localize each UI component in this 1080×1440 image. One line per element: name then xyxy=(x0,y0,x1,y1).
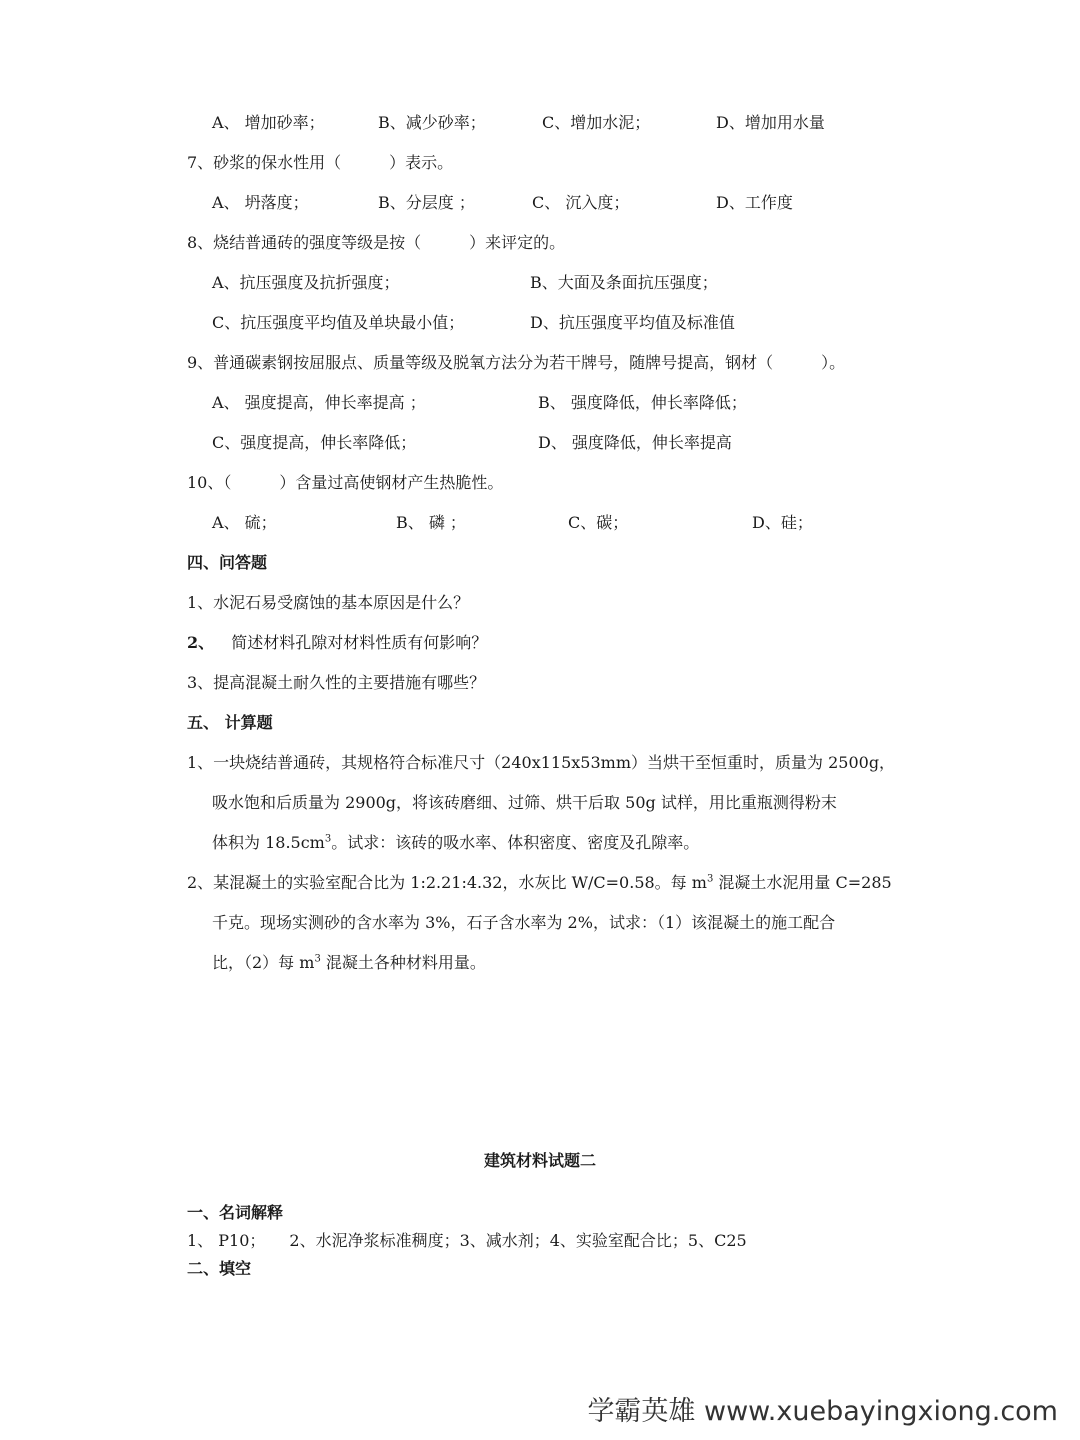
q7-stem: 7、砂浆的保水性用（ ）表示。 xyxy=(187,153,454,172)
text-segment: 体积为 18.5cm xyxy=(212,833,325,852)
q7-option-a: A、 坍落度； xyxy=(212,193,309,212)
q9-option-d: D、 强度降低，伸长率提高 xyxy=(538,433,732,452)
q7-option-b: B、分层度 ； xyxy=(378,193,475,212)
q9-option-a: A、 强度提高，伸长率提高 ； xyxy=(212,393,426,412)
superscript: 3 xyxy=(314,953,321,965)
section5-heading: 五、 计算题 xyxy=(187,713,273,732)
section4-question-2 xyxy=(187,631,487,655)
problem-2-line-3 xyxy=(212,951,486,975)
q10-option-c: C、碳； xyxy=(568,513,629,532)
watermark: 学霸英雄 www.xuebayingxiong.com xyxy=(587,1396,1058,1427)
problem-2-line-2: 千克。现场实测砂的含水率为 3%，石子含水率为 2%，试求：（1）该混凝土的施工配合 xyxy=(212,913,836,932)
q10-option-b: B、 磷 ； xyxy=(396,513,466,532)
q9-option-c: C、强度提高，伸长率降低； xyxy=(212,433,417,452)
section4-heading: 四、问答题 xyxy=(187,553,268,572)
q7-option-d: D、工作度 xyxy=(716,193,793,212)
text-segment: 。试求：该砖的吸水率、体积密度、密度及孔隙率。 xyxy=(331,833,700,852)
q8-option-c: C、抗压强度平均值及单块最小值； xyxy=(212,313,465,332)
q6-option-d: D、增加用水量 xyxy=(716,113,825,132)
text-segment: 混凝土水泥用量 C=285 xyxy=(713,873,892,892)
q8-stem: 8、烧结普通砖的强度等级是按（ ）来评定的。 xyxy=(187,233,566,252)
text-segment: 比，（2）每 m xyxy=(212,953,315,972)
question-text: 简述材料孔隙对材料性质有何影响？ xyxy=(231,633,488,652)
text-segment: 混凝土各种材料用量。 xyxy=(320,953,486,972)
problem-2-line-1 xyxy=(187,871,892,895)
q9-stem: 9、普通碳素钢按屈服点、质量等级及脱氧方法分为若干牌号，随牌号提高，钢材（ ）。 xyxy=(187,353,846,372)
q6-option-b: B、减少砂率； xyxy=(378,113,486,132)
question-number: 2、 xyxy=(187,633,215,652)
q9-option-b: B、 强度降低，伸长率降低； xyxy=(538,393,747,412)
section4-question-3: 3、提高混凝土耐久性的主要措施有哪些？ xyxy=(187,673,486,692)
q6-option-a: A、 增加砂率； xyxy=(212,113,325,132)
q8-option-b: B、大面及条面抗压强度； xyxy=(530,273,718,292)
q8-option-a: A、抗压强度及抗折强度； xyxy=(212,273,400,292)
section4-question-1: 1、水泥石易受腐蚀的基本原因是什么？ xyxy=(187,593,470,612)
exam-2-section-2-heading: 二、填空 xyxy=(187,1259,252,1278)
q6-option-c: C、增加水泥； xyxy=(542,113,651,132)
q7-option-c: C、 沉入度； xyxy=(532,193,630,212)
superscript: 3 xyxy=(324,833,332,845)
exam-2-section-1-items: 1、 P10； 2、水泥净浆标准稠度；3、减水剂；4、实验室配合比；5、C25 xyxy=(187,1231,747,1250)
q8-option-d: D、抗压强度平均值及标准值 xyxy=(530,313,735,332)
exam-2-title: 建筑材料试题二 xyxy=(483,1151,596,1170)
problem-1-line-1: 1、一块烧结普通砖，其规格符合标准尺寸（240x115x53mm）当烘干至恒重时，质量为 2500g， xyxy=(187,753,896,772)
text-segment: 2、某混凝土的实验室配合比为 1:2.21:4.32，水灰比 W/C=0.58。每 m xyxy=(187,873,707,892)
problem-1-line-2: 吸水饱和后质量为 2900g，将该砖磨细、过筛、烘干后取 50g 试样，用比重瓶测得粉末 xyxy=(212,793,837,812)
q10-option-a: A、 硫； xyxy=(212,513,277,532)
q10-option-d: D、硅； xyxy=(752,513,813,532)
q10-stem: 10、（ ）含量过高使钢材产生热脆性。 xyxy=(187,473,504,492)
exam-2-section-1-heading: 一、名词解释 xyxy=(187,1203,284,1222)
superscript: 3 xyxy=(706,873,714,885)
problem-1-line-3 xyxy=(212,831,699,855)
